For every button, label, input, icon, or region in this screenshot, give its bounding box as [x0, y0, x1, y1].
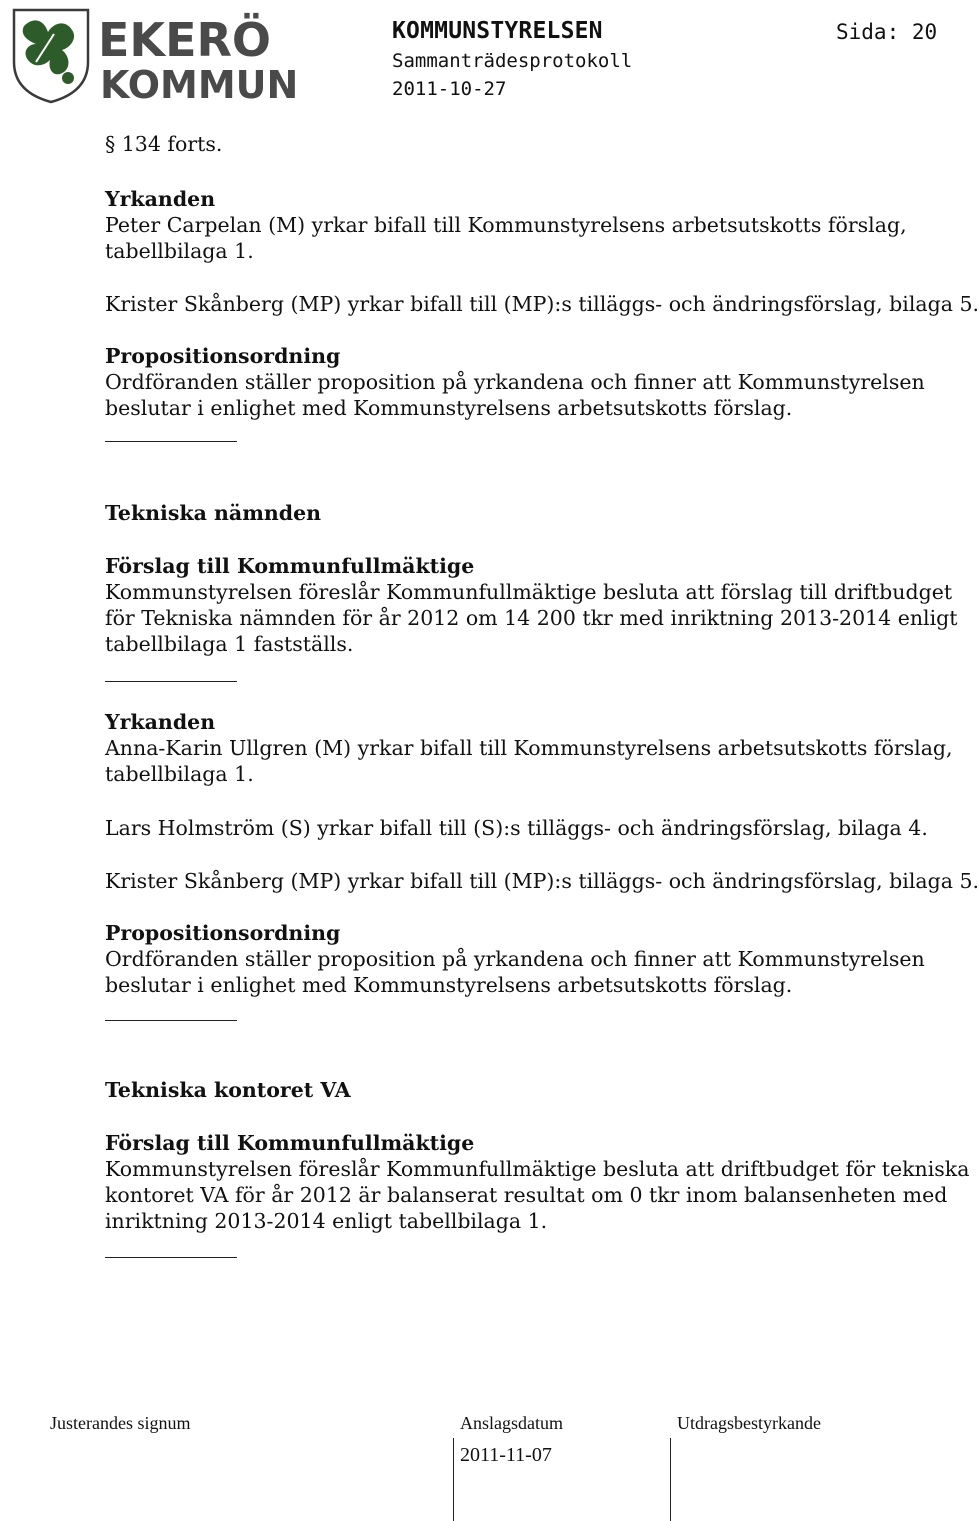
header-subtitle: Sammanträdesprotokoll: [392, 50, 633, 72]
paragraph-line: Peter Carpelan (M) yrkar bifall till Kommunstyrelsens arbetsutskotts förslag,: [105, 213, 907, 237]
forslag-heading: Förslag till Kommunfullmäktige: [105, 554, 475, 578]
paragraph-line: för Tekniska nämnden för år 2012 om 14 200 tkr med inriktning 2013-2014 enligt: [105, 606, 958, 630]
paragraph-line: kontoret VA för år 2012 är balanserat resultat om 0 tkr inom balansenheten med: [105, 1183, 948, 1207]
forslag-heading: Förslag till Kommunfullmäktige: [105, 1131, 475, 1155]
paragraph-line: Kommunstyrelsen föreslår Kommunfullmäktige besluta att driftbudget för tekniska: [105, 1157, 970, 1181]
propositionsordning-heading: Propositionsordning: [105, 344, 341, 368]
propositionsordning-block-1: [105, 343, 925, 421]
header-date: 2011-10-27: [392, 78, 507, 100]
header-title: KOMMUNSTYRELSEN: [392, 18, 603, 44]
paragraph-line: tabellbilaga 1.: [105, 762, 254, 786]
section-divider: [105, 1020, 237, 1021]
yrkanden-block-2: [105, 709, 953, 787]
section-title-tekniska-kontoret: Tekniska kontoret VA: [105, 1078, 351, 1102]
ekero-kommun-logo: [10, 4, 299, 107]
yrkanden-heading: Yrkanden: [105, 187, 216, 211]
footer-signum-label: Justerandes signum: [50, 1413, 191, 1433]
yrkanden-heading: Yrkanden: [105, 710, 216, 734]
paragraph-line: inriktning 2013-2014 enligt tabellbilaga 1.: [105, 1209, 548, 1233]
paragraph-line: tabellbilaga 1 fastställs.: [105, 632, 354, 656]
logo-text-ekero: EKERÖ: [98, 13, 272, 67]
section-divider: [105, 441, 237, 442]
paragraph-line: tabellbilaga 1.: [105, 239, 254, 263]
paragraph-line: Anna-Karin Ullgren (M) yrkar bifall till Kommunstyrelsens arbetsutskotts förslag,: [105, 736, 953, 760]
yrkanden-block-1: [105, 186, 907, 264]
oak-leaf-shield-icon: [10, 4, 299, 107]
paragraph-line: beslutar i enlighet med Kommunstyrelsens arbetsutskotts förslag.: [105, 396, 793, 420]
footer-anslagsdatum-label: Anslagsdatum: [460, 1413, 563, 1433]
paragraph-line: beslutar i enlighet med Kommunstyrelsens arbetsutskotts förslag.: [105, 973, 793, 997]
propositionsordning-heading: Propositionsordning: [105, 921, 341, 945]
paragraph-line: Lars Holmström (S) yrkar bifall till (S):s tilläggs- och ändringsförslag, bilaga 4.: [105, 816, 928, 840]
paragraph-line: Krister Skånberg (MP) yrkar bifall till (MP):s tilläggs- och ändringsförslag, bilaga 5.: [105, 869, 979, 893]
page-number: Sida: 20: [836, 20, 938, 44]
section-continued: § 134 forts.: [105, 132, 223, 156]
forslag-block-tekniska-kontoret: [105, 1130, 969, 1234]
propositionsordning-block-2: [105, 920, 925, 998]
logo-text-kommun: KOMMUN: [100, 63, 299, 107]
paragraph-line: Krister Skånberg (MP) yrkar bifall till (MP):s tilläggs- och ändringsförslag, bilaga 5.: [105, 292, 979, 316]
section-divider: [105, 681, 237, 682]
section-title-tekniska-namnden: Tekniska nämnden: [105, 501, 322, 525]
forslag-block-tekniska-namnden: [105, 553, 958, 657]
footer-column-divider: [670, 1438, 671, 1521]
paragraph-line: Ordföranden ställer proposition på yrkandena och finner att Kommunstyrelsen: [105, 947, 925, 971]
footer-anslag-date: 2011-11-07: [460, 1444, 552, 1466]
paragraph-line: Ordföranden ställer proposition på yrkandena och finner att Kommunstyrelsen: [105, 370, 925, 394]
footer-column-divider: [453, 1438, 454, 1521]
paragraph-line: Kommunstyrelsen föreslår Kommunfullmäktige besluta att förslag till driftbudget: [105, 580, 953, 604]
footer-utdrag-label: Utdragsbestyrkande: [677, 1413, 821, 1433]
section-divider: [105, 1257, 237, 1258]
